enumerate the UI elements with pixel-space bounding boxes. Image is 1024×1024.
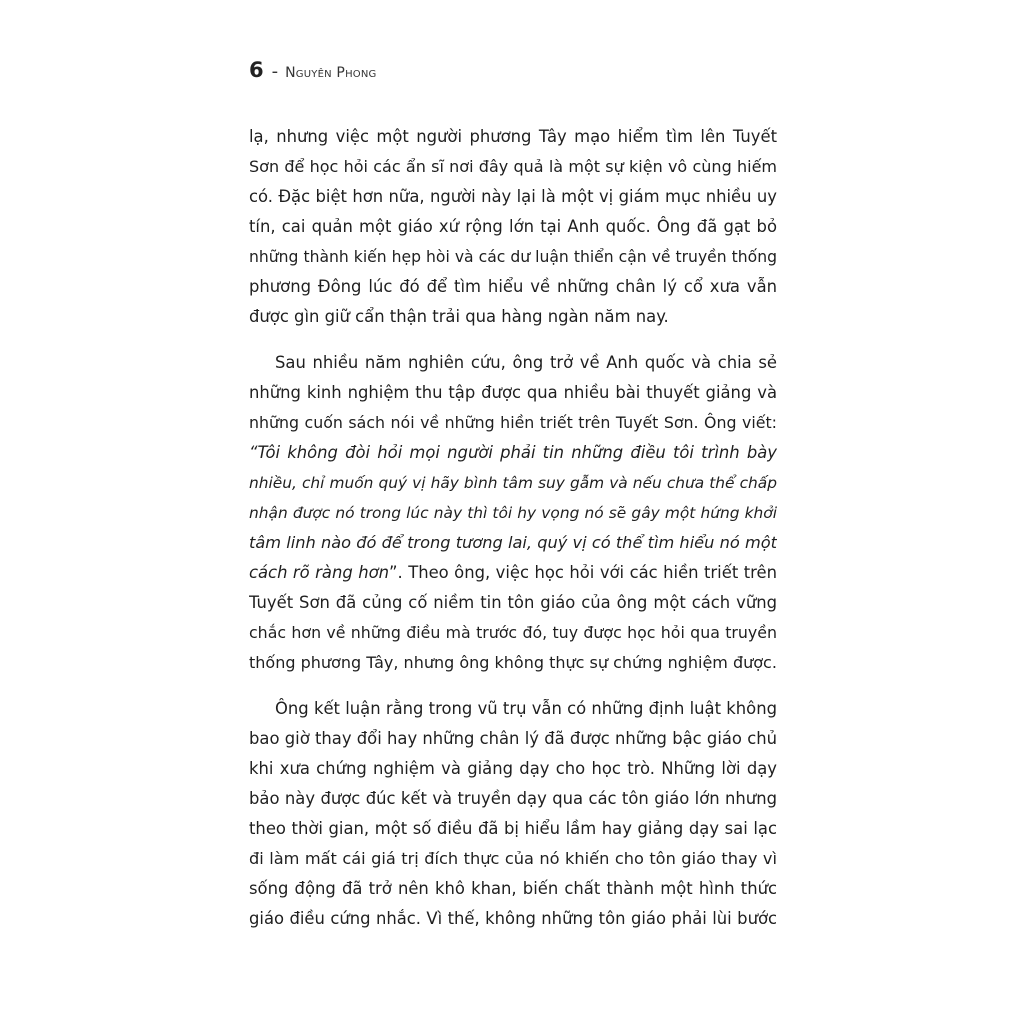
text-line: Ông kết luận rằng trong vũ trụ vẫn có những định luật không	[275, 699, 777, 718]
text-line: giáo điều cứng nhắc. Vì thế, không những tôn giáo phải lùi bước	[249, 909, 777, 928]
text-segment: ”. Theo ông, việc học hỏi với các hiền triết trên	[389, 563, 777, 582]
text-line: bảo này được đúc kết và truyền dạy qua các tôn giáo lớn nhưng	[249, 789, 777, 808]
page-number: 6	[249, 58, 264, 82]
quote-line: nhiều, chỉ muốn quý vị hãy bình tâm suy gẫm và nếu chưa thể chấp	[249, 474, 777, 492]
text-line: Tuyết Sơn đã củng cố niềm tin tôn giáo của ông một cách vững	[249, 593, 777, 612]
text-line: những thành kiến hẹp hòi và các dư luận thiển cận về truyền thống	[249, 248, 777, 266]
text-line: chắc hơn về những điều mà trước đó, tuy được học hỏi qua truyền	[249, 623, 777, 642]
text-line: Sơn để học hỏi các ẩn sĩ nơi đây quả là một sự kiện vô cùng hiếm	[249, 157, 777, 176]
quote-segment: cách rõ ràng hơn	[249, 563, 390, 582]
quote-line: nhận được nó trong lúc này thì tôi hy vọng nó sẽ gây một hứng khởi	[249, 504, 777, 522]
text-line: phương Đông lúc đó để tìm hiểu về những chân lý cổ xưa vẫn	[249, 277, 777, 296]
running-header	[249, 58, 377, 88]
body-text	[249, 122, 777, 934]
quote-line: “Tôi không đòi hỏi mọi người phải tin những điều tôi trình bày	[249, 443, 777, 462]
header-separator: -	[271, 61, 279, 82]
text-line	[249, 558, 777, 588]
text-line: theo thời gian, một số điều đã bị hiểu lầm hay giảng dạy sai lạc	[249, 819, 777, 838]
text-line: sống động đã trở nên khô khan, biến chất thành một hình thức	[249, 879, 777, 898]
text-line: đi làm mất cái giá trị đích thực của nó khiến cho tôn giáo thay vì	[249, 849, 777, 868]
text-line: những cuốn sách nói về những hiền triết trên Tuyết Sơn. Ông viết:	[249, 413, 777, 432]
text-line: bao giờ thay đổi hay những chân lý đã được những bậc giáo chủ	[249, 729, 777, 748]
text-line: có. Đặc biệt hơn nữa, người này lại là một vị giám mục nhiều uy	[249, 187, 777, 206]
text-line: tín, cai quản một giáo xứ rộng lớn tại Anh quốc. Ông đã gạt bỏ	[249, 217, 777, 236]
text-line: được gìn giữ cẩn thận trải qua hàng ngàn năm nay.	[249, 307, 669, 326]
quote-line: tâm linh nào đó để trong tương lai, quý vị có thể tìm hiểu nó một	[249, 533, 777, 552]
text-line: khi xưa chứng nghiệm và giảng dạy cho học trò. Những lời dạy	[249, 759, 777, 778]
text-line: lạ, nhưng việc một người phương Tây mạo hiểm tìm lên Tuyết	[249, 127, 777, 146]
text-line: những kinh nghiệm thu tập được qua nhiều bài thuyết giảng và	[249, 383, 777, 402]
text-line: Sau nhiều năm nghiên cứu, ông trở về Anh quốc và chia sẻ	[275, 353, 777, 372]
text-line: thống phương Tây, nhưng ông không thực sự chứng nghiệm được.	[249, 653, 777, 672]
author-name: Nguyên Phong	[285, 65, 377, 81]
